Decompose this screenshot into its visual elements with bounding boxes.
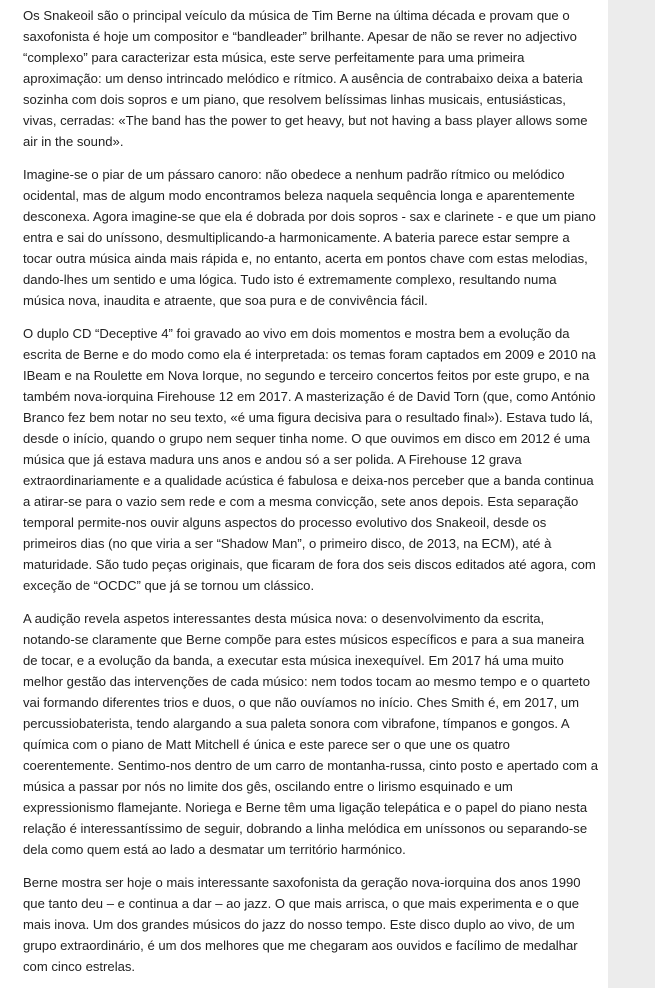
article-paragraph-1: Os Snakeoil são o principal veículo da música de Tim Berne na última década e provam que o saxofonista é hoje um compositor e “bandleader” brilhante. Apesar de não se rever no adjectivo “complexo” para caracterizar esta música, este serve perfeitamente para uma primeira aproximação: um denso intrincado melódico e rítmico. A ausência de contrabaixo deixa a bateria sozinha com dois sopros e um piano, que resolvem belíssimas linhas musicais, entusiásticas, vivas, cerradas: «The band has the power to get heavy, but not having a bass player allows some air in the sound». bbox=[23, 8, 588, 149]
article-paragraph-2: Imagine-se o piar de um pássaro canoro: não obedece a nenhum padrão rítmico ou melódico ocidental, mas de algum modo encontramos beleza naquela sequência longa e aparentemente desconexa. Agora imagine-se que ela é dobrada por dois sopros - sax e clarinete - e que um piano entra e sai do uníssono, desmultiplicando-a harmonicamente. A bateria parece estar sempre a tocar outra música ainda mais rápida e, no entanto, acerta em pontos chave com estas melodias, dando-lhes um sentido e uma lógica. Tudo isto é extremamente complexo, resultando numa música nova, inaudita e atraente, que soa pura e de convivência fácil. bbox=[23, 167, 596, 308]
article-paragraph-3: O duplo CD “Deceptive 4” foi gravado ao vivo em dois momentos e mostra bem a evolução da escrita de Berne e do modo como ela é interpretada: os temas foram captados em 2009 e 2010 na IBeam e na Roulette em Nova Iorque, no segundo e terceiro concertos feitos por este grupo, e na também nova-iorquina Firehouse 12 em 2017. A masterização é de David Torn (que, como António Branco fez bem notar no seu texto, «é uma figura decisiva para o resultado final»). Estava tudo lá, desde o início, quando o grupo nem sequer tinha nome. O que ouvimos em disco em 2012 é uma música que já estava madura uns anos e andou só a ser polida. A Firehouse 12 grava extraordinariamente e a qualidade acústica é fabulosa e deixa-nos perceber que a banda continua a atirar-se para o vazio sem rede e com a mesma convicção, sete anos depois. Esta separação temporal permite-nos ouvir alguns aspectos do processo evolutivo dos Snakeoil, desde os primeiros dias (no que viria a ser “Shadow Man”, o primeiro disco, de 2013, na ECM), até à maturidade. São tudo peças originais, que ficaram de fora dos seis discos editados até agora, com exceção de “OCDC” que já se tornou um clássico. bbox=[23, 326, 596, 593]
article-body bbox=[23, 5, 598, 977]
article-paragraph-4: A audição revela aspetos interessantes desta música nova: o desenvolvimento da escrita, notando-se claramente que Berne compõe para estes músicos específicos e para a sua maneira de tocar, e a evolução da banda, a executar esta música inexequível. Em 2017 há uma muito melhor gestão das intervenções de cada músico: nem todos tocam ao mesmo tempo e o quarteto vai formando diferentes trios e duos, o que não ouvíamos no início. Ches Smith é, em 2017, um percussiobaterista, tendo alargando a sua paleta sonora com vibrafone, tímpanos e gongos. A química com o piano de Matt Mitchell é única e este parece ser o que une os quatro coerentemente. Sentimo-nos dentro de um carro de montanha-russa, cinto posto e apertado com a música a passar por nós no limite dos gês, oscilando entre o lirismo esquinado e um expressionismo flamejante. Noriega e Berne têm uma ligação telepática e o papel do piano nesta relação é interessantíssimo de seguir, dobrando a linha melódica em uníssonos ou separando-se dela como quem está ao lado a desmatar um território harmónico. bbox=[23, 611, 598, 857]
article-paragraph-5: Berne mostra ser hoje o mais interessante saxofonista da geração nova-iorquina dos anos 1990 que tanto deu – e continua a dar – ao jazz. O que mais arrisca, o que mais experimenta e o que mais inova. Um dos grandes músicos do jazz do nosso tempo. Este disco duplo ao vivo, de um grupo extraordinário, é um dos melhores que me chegaram aos ouvidos e facílimo de medalhar com cinco estrelas. bbox=[23, 875, 581, 974]
page-side-gutter bbox=[608, 0, 655, 988]
